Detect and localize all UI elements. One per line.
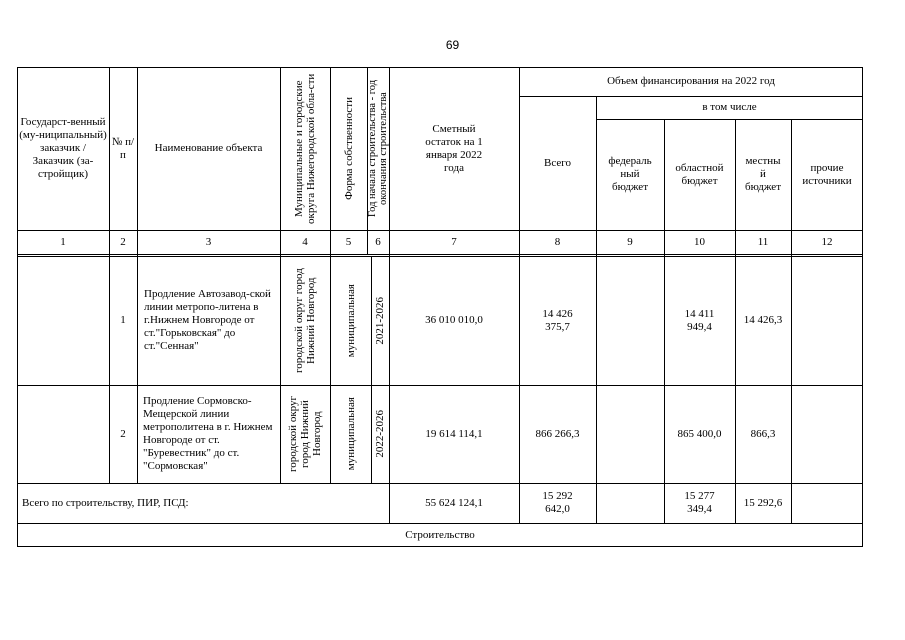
row2-federal: [596, 385, 664, 483]
column-number: 2: [120, 235, 126, 248]
totals-total: 15 292 642,0: [542, 490, 573, 515]
row1-customer: [17, 256, 109, 385]
column-number: 6: [375, 235, 381, 248]
row2-total: 866 266,3: [535, 427, 580, 440]
totals-federal: [596, 483, 664, 523]
row2-years: 2022-2026: [374, 410, 386, 458]
header-including: в том числе: [702, 101, 757, 113]
row2-regional: 865 400,0: [677, 427, 722, 440]
header-object-name: Наименование объекта: [154, 142, 263, 154]
totals-regional: 15 277 349,4: [684, 490, 715, 515]
row2-other: [791, 385, 863, 483]
column-number: 3: [205, 235, 212, 248]
row1-municipality: городской округ город Нижний Новгород: [293, 268, 317, 373]
row2-estimate: 19 614 114,1: [425, 427, 483, 440]
header-local: местны й бюджет: [745, 155, 781, 193]
header-funding-title: Объем финансирования на 2022 год: [607, 75, 775, 87]
header-number: № п/п: [111, 135, 135, 161]
totals-estimate: 55 624 124,1: [425, 496, 483, 509]
header-customer: Государст-венный (му-ниципальный) заказчик / Заказчик (за-стройщик): [19, 116, 107, 180]
header-years: Год начала строительства - год окончания строительства: [367, 79, 389, 218]
header-ownership: Форма собственности: [342, 97, 355, 200]
column-number: 4: [302, 235, 308, 248]
row1-estimate: 36 010 010,0: [425, 314, 483, 326]
column-number: 5: [345, 235, 352, 248]
row1-object-name: Продление Автозавод-ской линии метропо-литена в г.Нижнем Новгороде от ст."Горьковская" до ст."Сенная": [144, 288, 271, 352]
row2-local: 866,3: [750, 427, 776, 440]
column-number: 12: [821, 235, 833, 248]
row1-local: 14 426,3: [743, 314, 783, 326]
row2-customer: [17, 385, 109, 483]
page-number: 69: [445, 38, 460, 52]
column-number: 10: [694, 235, 705, 248]
row1-ownership: муниципальная: [344, 283, 357, 358]
header-total: Всего: [544, 156, 571, 169]
column-number: 7: [451, 235, 457, 248]
header-municipality: Муниципальные и городские округа Нижегородской обла-сти: [293, 73, 317, 224]
column-number: 1: [60, 235, 66, 248]
header-other: прочие источники: [802, 161, 852, 187]
header-regional: областной бюджет: [675, 161, 724, 187]
row2-number: 2: [120, 427, 126, 440]
column-number: 11: [757, 235, 769, 248]
row1-other: [791, 256, 863, 385]
row1-total: 14 426 375,7: [542, 307, 573, 333]
totals-label: Всего по строительству, ПИР, ПСД:: [22, 496, 189, 509]
totals-other: [791, 483, 863, 523]
row2-municipality: городской округ город Нижний Новгород: [287, 395, 323, 473]
section-label: Строительство: [405, 528, 475, 541]
column-number: 9: [627, 235, 633, 248]
row1-federal: [596, 256, 664, 385]
column-number: 8: [554, 235, 561, 248]
row1-regional: 14 411 949,4: [684, 307, 715, 333]
header-federal: федераль ный бюджет: [608, 155, 652, 193]
header-estimate: Сметный остаток на 1 января 2022 года: [425, 122, 483, 174]
totals-local: 15 292,6: [743, 496, 783, 509]
row1-number: 1: [120, 314, 126, 326]
row2-object-name: Продление Сормовско-Мещерской линии метрополитена в г. Нижнем Новгороде от ст. "Буревестник" до ст. "Сормовская": [143, 395, 273, 472]
row1-years: 2021-2026: [374, 296, 386, 345]
financing-table: [17, 67, 863, 547]
row2-ownership: муниципальная: [344, 397, 357, 471]
